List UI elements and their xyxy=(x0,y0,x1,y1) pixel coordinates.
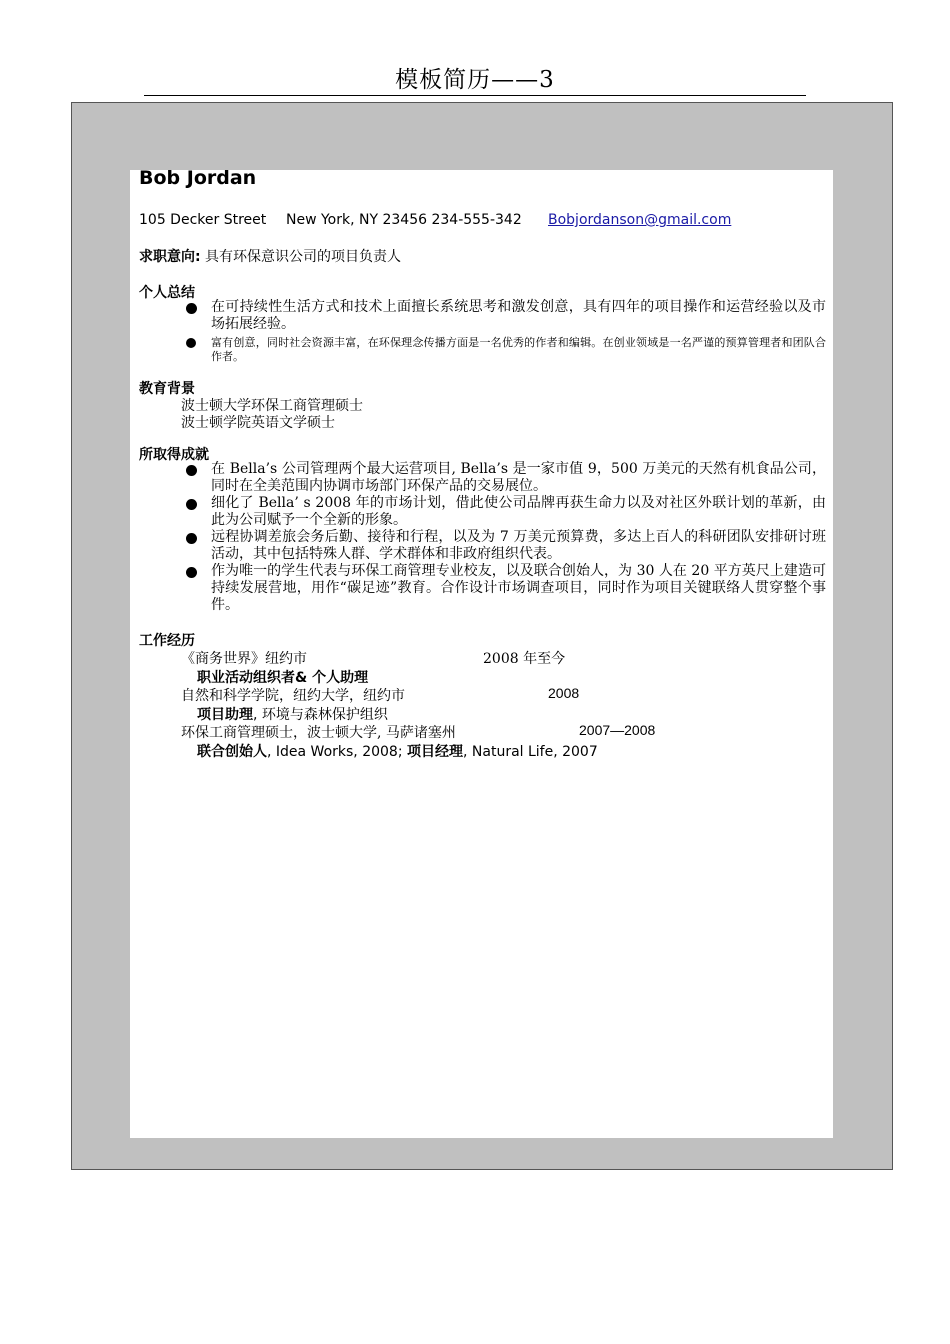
achievements-heading: 所取得成就 xyxy=(139,447,209,463)
list-item: 在可持续性生活方式和技术上面擅长系统思考和激发创意，具有四年的项目操作和运营经验以及市场拓展经验。 xyxy=(186,299,826,333)
list-item: 作为唯一的学生代表与环保工商管理专业校友，以及联合创始人，为 30 人在 20 平方英尺上建造可持续发展营地，用作“碳足迹”教育。合作设计市场调查项目，同时作为项目关键联络人贯穿整个事件。 xyxy=(186,563,826,614)
list-item: 远程协调差旅会务后勤、接待和行程，以及为 7 万美元预算费，多达上百人的科研团队安排研讨班活动，其中包括特殊人群、学术群体和非政府组织代表。 xyxy=(186,529,826,563)
objective-value: 具有环保意识公司的项目负责人 xyxy=(200,249,402,265)
bullet-icon xyxy=(186,533,197,544)
address: 105 Decker Street xyxy=(139,212,267,228)
job-date: 2008 年至今 xyxy=(483,651,566,667)
achievements-list xyxy=(186,461,826,614)
summary-list xyxy=(186,299,826,364)
job-date: 2008 xyxy=(548,685,580,701)
bullet-icon xyxy=(186,303,197,314)
list-item: 在 Bella’s 公司管理两个最大运营项目, Bella’s 是一家市值 9，500 万美元的天然有机食品公司，同时在全美范围内协调市场部门环保产品的交易展位。 xyxy=(186,461,826,495)
bullet-icon xyxy=(186,338,196,348)
list-item: 细化了 Bella’ s 2008 年的市场计划，借此使公司品牌再获生命力以及对社区外联计划的革新，由此为公司赋予一个全新的形象。 xyxy=(186,495,826,529)
work-heading: 工作经历 xyxy=(139,633,195,649)
education-heading: 教育背景 xyxy=(139,381,195,397)
job-role: 职业活动组织者& 个人助理 xyxy=(197,670,369,686)
title-underline xyxy=(144,95,806,96)
job-date: 2007—2008 xyxy=(579,722,656,738)
bullet-icon xyxy=(186,499,197,510)
bullet-icon xyxy=(186,567,197,578)
education-item: 波士顿学院英语文学硕士 xyxy=(181,415,335,431)
city-phone: New York, NY 23456 234-555-342 xyxy=(286,212,522,228)
job-org: 自然和科学学院，纽约大学，纽约市 xyxy=(181,688,405,704)
education-item: 波士顿大学环保工商管理硕士 xyxy=(181,398,363,414)
summary-heading: 个人总结 xyxy=(139,285,195,301)
list-item: 富有创意，同时社会资源丰富，在环保理念传播方面是一名优秀的作者和编辑。在创业领域是一名严谨的预算管理者和团队合作者。 xyxy=(186,336,826,364)
document-title: 模板简历——3 xyxy=(395,67,555,93)
job-org: 《商务世界》纽约市 xyxy=(181,651,307,667)
email-link[interactable]: Bobjordanson@gmail.com xyxy=(548,212,732,228)
objective xyxy=(139,246,401,266)
job-role: 项目助理, 环境与森林保护组织 xyxy=(197,707,388,723)
job-role: 联合创始人, Idea Works, 2008; 项目经理, Natural Life, 2007 xyxy=(197,744,598,760)
bullet-icon xyxy=(186,465,197,476)
job-org: 环保工商管理硕士，波士顿大学, 马萨诸塞州 xyxy=(181,725,456,741)
objective-label: 求职意向: xyxy=(139,249,201,265)
resume-name: Bob Jordan xyxy=(139,167,257,189)
